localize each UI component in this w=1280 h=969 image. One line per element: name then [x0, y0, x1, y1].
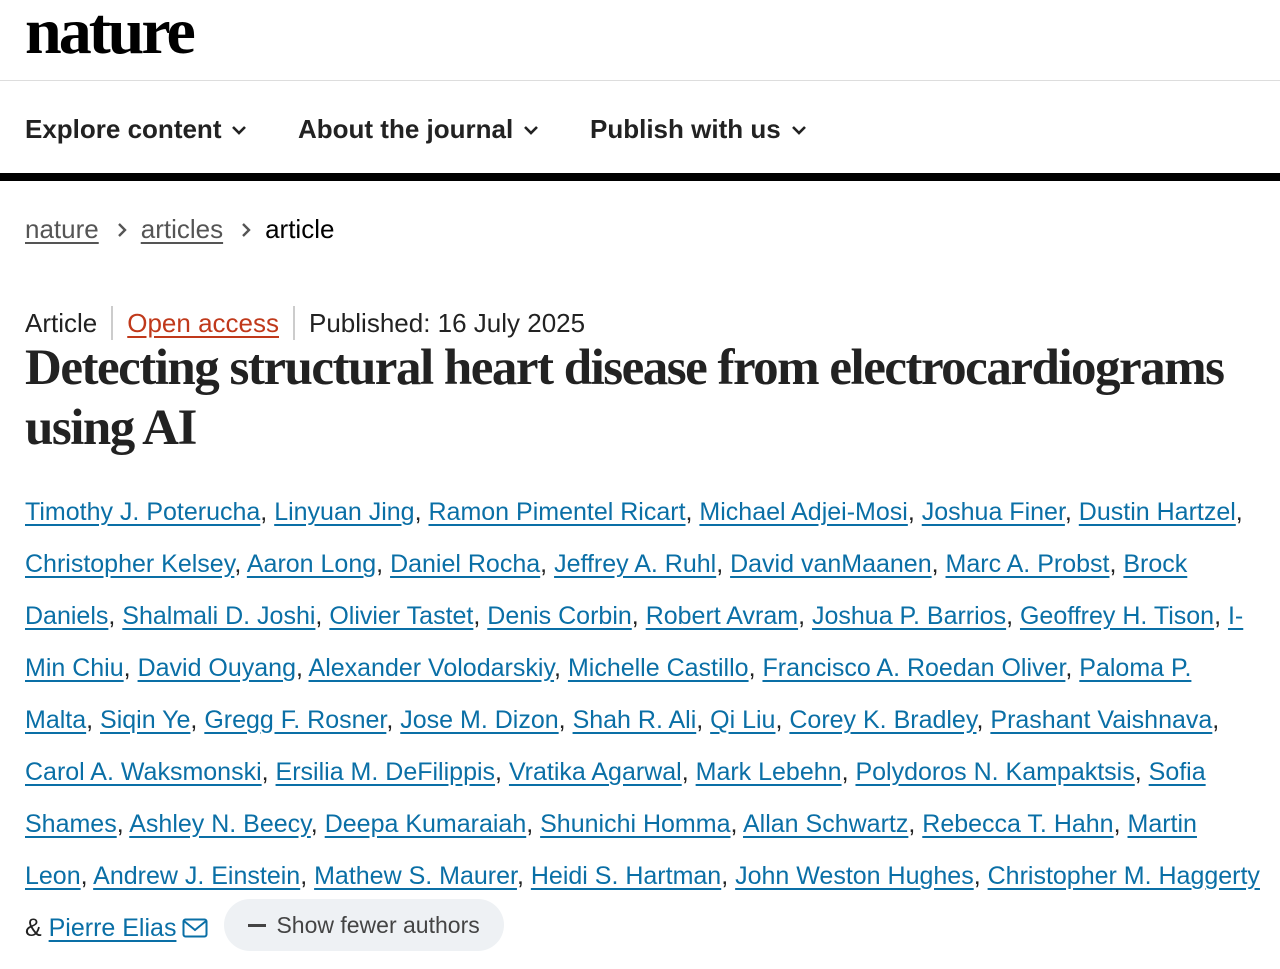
published-date: Published: 16 July 2025 [309, 307, 586, 338]
author-link[interactable]: Carol A. Waksmonski [25, 758, 262, 786]
author-link[interactable]: Prashant Vaishnava [990, 706, 1213, 734]
author-link[interactable]: Alexander Volodarskiy [308, 654, 555, 682]
breadcrumb-link-articles[interactable]: articles [140, 214, 224, 244]
meta-divider [111, 306, 113, 340]
author-link[interactable]: Jose M. Dizon [400, 706, 559, 734]
nav-about-journal[interactable] [298, 114, 539, 145]
author-link[interactable]: Michelle Castillo [567, 654, 749, 682]
author-link[interactable]: Polydoros N. Kampaktsis [855, 758, 1135, 786]
author-link[interactable]: Olivier Tastet [329, 602, 474, 630]
author-link[interactable]: Joshua Finer [921, 498, 1065, 526]
chevron-down-icon [231, 124, 247, 136]
author-link[interactable]: Marc A. Probst [945, 550, 1110, 578]
article-meta [25, 306, 585, 340]
author-link[interactable]: Christopher Kelsey [25, 550, 235, 578]
author-link[interactable]: Christopher M. Haggerty [987, 862, 1260, 890]
article-title: Detecting structural heart disease from electrocardiograms using AI [25, 340, 1224, 456]
chevron-down-icon [523, 124, 539, 136]
author-link[interactable]: Shunichi Homma [540, 810, 731, 838]
author-link[interactable]: I-Min Chiu [25, 602, 1244, 682]
site-header [0, 0, 1280, 81]
chevron-right-icon [117, 222, 127, 238]
author-link[interactable]: Aaron Long [246, 550, 377, 578]
mail-icon[interactable] [182, 918, 208, 938]
author-link[interactable]: Martin Leon [25, 810, 1197, 890]
author-link[interactable]: Mark Lebehn [695, 758, 842, 786]
author-link[interactable]: Qi Liu [710, 706, 776, 734]
chevron-right-icon [241, 222, 251, 238]
author-link[interactable]: Pierre Elias [48, 914, 177, 942]
author-link[interactable]: Rebecca T. Hahn [922, 810, 1114, 838]
author-link[interactable]: Geoffrey H. Tison [1019, 602, 1215, 630]
nav-explore-content[interactable] [25, 114, 247, 145]
author-link[interactable]: Ashley N. Beecy [129, 810, 311, 838]
chevron-down-icon [791, 124, 807, 136]
minus-icon [248, 924, 266, 927]
main-nav [0, 81, 1280, 173]
breadcrumb [25, 214, 334, 245]
show-fewer-authors-button[interactable] [224, 899, 503, 951]
author-link[interactable]: Ersilia M. DeFilippis [275, 758, 496, 786]
nav-divider [0, 173, 1280, 181]
author-link[interactable]: Heidi S. Hartman [530, 862, 722, 890]
author-link[interactable]: Jeffrey A. Ruhl [554, 550, 717, 578]
author-link[interactable]: Robert Avram [645, 602, 799, 630]
author-link[interactable]: Siqin Ye [100, 706, 191, 734]
author-link[interactable]: Andrew J. Einstein [93, 862, 301, 890]
nav-publish-with-us[interactable] [590, 114, 807, 145]
author-link[interactable]: John Weston Hughes [735, 862, 974, 890]
author-link[interactable]: Shalmali D. Joshi [122, 602, 316, 630]
nav-label: Publish with us [590, 114, 781, 144]
author-link[interactable]: Shah R. Ali [572, 706, 697, 734]
author-link[interactable]: Corey K. Bradley [789, 706, 977, 734]
site-logo[interactable]: nature [25, 0, 193, 68]
author-link[interactable]: Sofia Shames [25, 758, 1206, 838]
author-link[interactable]: Daniel Rocha [390, 550, 541, 578]
author-link[interactable]: Mathew S. Maurer [314, 862, 517, 890]
meta-divider [293, 306, 295, 340]
author-link[interactable]: Francisco A. Roedan Oliver [762, 654, 1066, 682]
breadcrumb-current: article [265, 214, 335, 244]
author-link[interactable]: Brock Daniels [25, 550, 1188, 630]
article-type: Article [25, 307, 98, 338]
author-link[interactable]: Linyuan Jing [274, 498, 415, 526]
open-access-link[interactable]: Open access [127, 307, 279, 338]
author-list: Timothy J. Poterucha, Linyuan Jing, Ramon Pimentel Ricart, Michael Adjei-Mosi, Joshua Finer, Dustin Hartzel, Christopher Kelsey, Aaron Long, Daniel Rocha, Jeffrey A. Ruhl, David vanMaanen, Marc A. Probst, Brock Daniels, Shalmali D. Joshi, Olivier Tastet, Denis Corbin, Robert Avram, Joshua P. Barrios, Geoffrey H. Tison, I-Min Chiu, David Ouyang, Alexander Volodarskiy, Michelle Castillo, Francisco A. Roedan Oliver, Paloma P. Malta, Siqin Ye, Gregg F. Rosner, Jose M. Dizon, Shah R. Ali, Qi Liu, Corey K. Bradley, Prashant Vaishnava, Carol A. Waksmonski, Ersilia M. DeFilippis, Vratika Agarwal, Mark Lebehn, Polydoros N. Kampaktsis, Sofia Shames, Ashley N. Beecy, Deepa Kumaraiah, Shunichi Homma, Allan Schwartz, Rebecca T. Hahn, Martin Leon, Andrew J. Einstein, Mathew S. Maurer, Heidi S. Hartman, John Weston Hughes, Christopher M. Haggerty & Pierre Elias Show fewer authors [25, 486, 1265, 954]
author-link[interactable]: Joshua P. Barrios [811, 602, 1007, 630]
author-link[interactable]: Deepa Kumaraiah [324, 810, 527, 838]
author-link[interactable]: David vanMaanen [730, 550, 932, 578]
nav-label: Explore content [25, 114, 222, 144]
breadcrumb-link-nature[interactable]: nature [25, 214, 99, 244]
author-link[interactable]: Paloma P. Malta [25, 654, 1192, 734]
nav-label: About the journal [298, 114, 514, 144]
author-link[interactable]: Timothy J. Poterucha [25, 498, 261, 526]
author-link[interactable]: Dustin Hartzel [1078, 498, 1236, 526]
author-link[interactable]: Ramon Pimentel Ricart [428, 498, 686, 526]
author-link[interactable]: David Ouyang [137, 654, 296, 682]
author-link[interactable]: Gregg F. Rosner [204, 706, 387, 734]
author-link[interactable]: Denis Corbin [487, 602, 632, 630]
author-link[interactable]: Vratika Agarwal [508, 758, 682, 786]
author-link[interactable]: Allan Schwartz [743, 810, 909, 838]
author-link[interactable]: Michael Adjei-Mosi [699, 498, 908, 526]
toggle-label: Show fewer authors [276, 912, 480, 939]
author-separator: & [25, 914, 49, 942]
